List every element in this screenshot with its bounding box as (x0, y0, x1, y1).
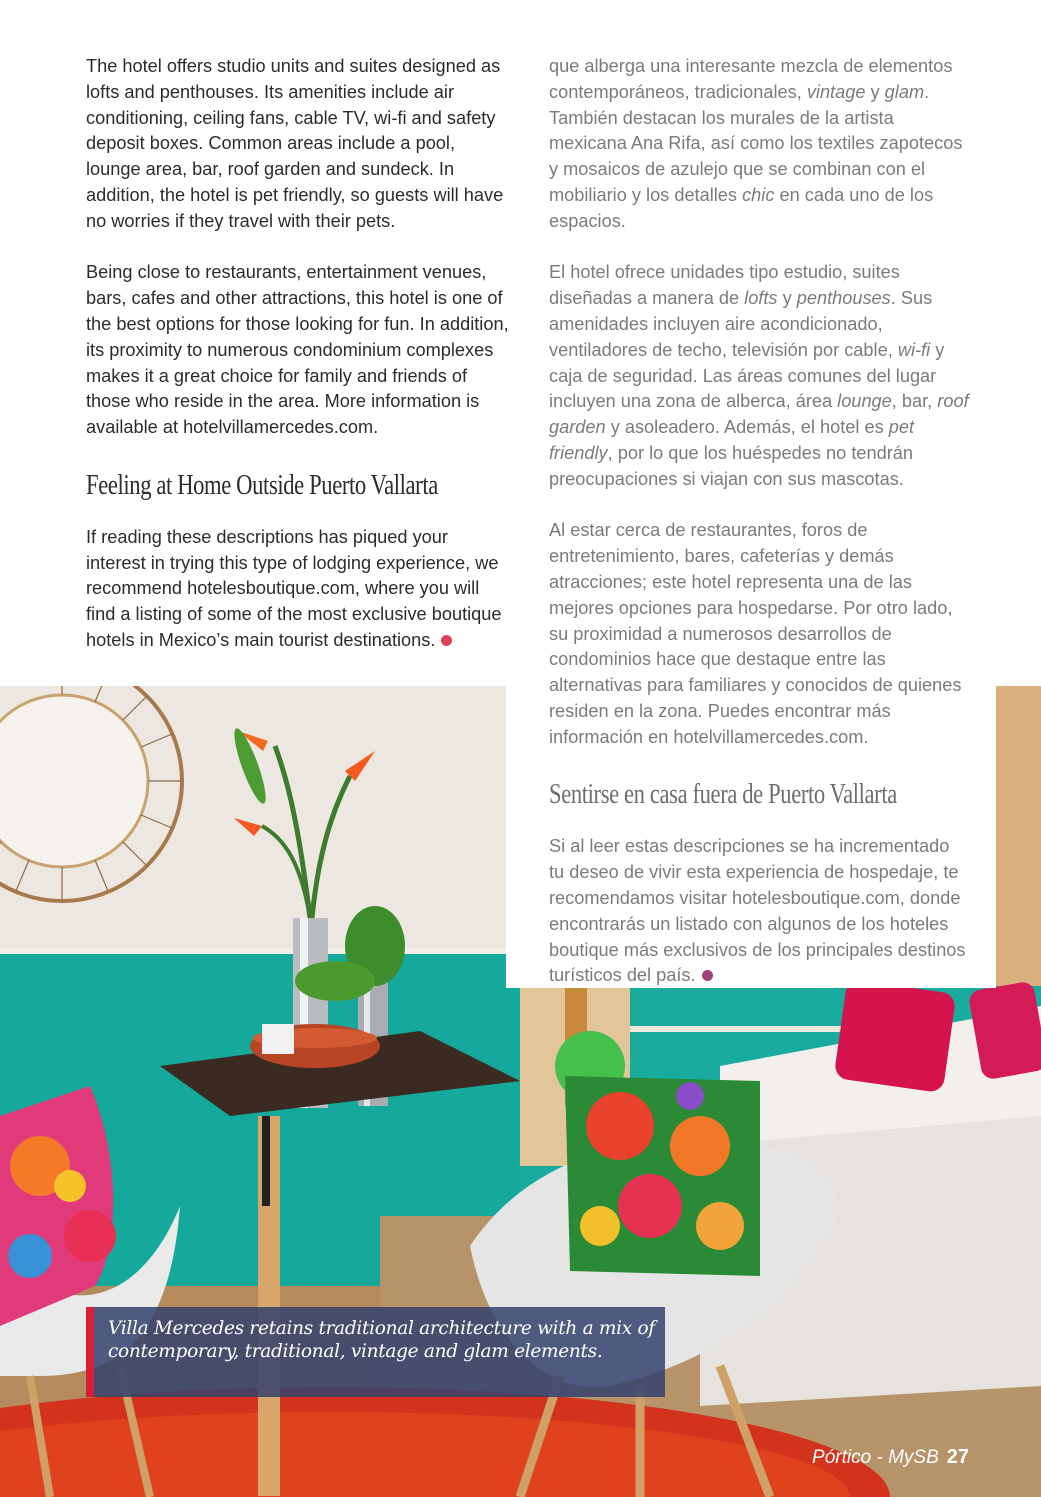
publication-name: Pórtico - MySB (812, 1447, 939, 1468)
spanish-p2-italic-pet-friendly: pet friendly (549, 417, 915, 463)
spanish-p2-italic-roof-garden: roof garden (549, 391, 969, 438)
spanish-paragraph-2 (549, 260, 969, 492)
spanish-paragraph-4 (549, 834, 969, 989)
spanish-p1-italic-vintage: vintage (806, 81, 866, 102)
english-section-heading: Feeling at Home Outside Puerto Vallarta (86, 468, 438, 501)
photo-caption (86, 1307, 665, 1397)
spanish-paragraph-4-text: Si al leer estas descripciones se ha incrementado tu deseo de vivir esta experiencia de hospedaje, te recomendamos visitar hotelesboutique.com, donde encontrarás un listado con algunos de los hoteles boutique más exclusivos de los principales destinos turísticos del país. (549, 836, 966, 986)
spanish-p1-text-c: . También destacan los murales de la artista mexicana Ana Rifa, así como los textiles zapotecos y mosaicos de azulejo que se combinan con el mobiliario y los detalles (549, 81, 963, 205)
spanish-p2-text-b: y (777, 288, 797, 309)
spanish-p2-italic-lofts: lofts (744, 288, 778, 309)
english-column (86, 54, 511, 680)
spanish-p2-text-d: y caja de seguridad. Las áreas comunes del lugar incluyen una zona de alberca, área (549, 339, 945, 412)
spanish-section-heading: Sentirse en casa fuera de Puerto Vallarta (549, 778, 897, 811)
spanish-p2-text-a: El hotel ofrece unidades tipo estudio, suites diseñadas a manera de (549, 262, 900, 309)
caption-accent-bar (86, 1307, 94, 1397)
spanish-paragraph-1 (549, 54, 969, 235)
spanish-p2-text-g: , por lo que los huéspedes no tendrán preocupaciones si viajan con sus mascotas. (549, 442, 914, 489)
english-paragraph-2: Being close to restaurants, entertainment venues, bars, cafes and other attractions, this hotel is one of the best options for those looking for fun. In addition, its proximity to numerous condominium complexes makes it a great choice for family and friends of those who reside in the area. More information is available at hotelvillamercedes.com. (86, 262, 509, 438)
spanish-p2-italic-lounge: lounge (837, 391, 892, 412)
spanish-p2-text-e: , bar, (891, 391, 938, 412)
english-paragraph-3 (86, 525, 511, 654)
page-number: 27 (946, 1446, 969, 1468)
spanish-p1-text-d: en cada uno de los espacios. (549, 184, 934, 231)
english-paragraph-3-text: If reading these descriptions has piqued your interest in trying this type of lodging experience, we recommend hotelesboutique.com, where you will find a listing of some of the most exclusive boutique hotels in Mexico’s main tourist destinations. (86, 526, 502, 650)
spanish-p1-italic-glam: glam (884, 81, 925, 102)
end-of-article-dot-icon (702, 970, 713, 981)
page-footer (812, 1446, 969, 1469)
spanish-paragraph-3: Al estar cerca de restaurantes, foros de entretenimiento, bares, cafeterías y demás atracciones; este hotel representa una de las mejores opciones para hospedarse. Por otro lado, su proximidad a numerosos desarrollos de condominios hace que destaque entre las alternativas para familiares y conocidos de quienes residen en la zona. Puedes encontrar más información en hotelvillamercedes.com. (549, 520, 962, 747)
spanish-p2-italic-penthouses: penthouses (796, 288, 891, 309)
spanish-p2-italic-wifi: wi-fi (897, 339, 931, 360)
spanish-p1-text-a: que alberga una interesante mezcla de elementos contemporáneos, tradicionales, (549, 56, 953, 102)
caption-text: Villa Mercedes retains traditional architecture with a mix of contemporary, traditional, vintage and glam elements. (108, 1318, 655, 1362)
spanish-p1-text-b: y (865, 81, 885, 102)
spanish-p2-text-c: . Sus amenidades incluyen aire acondicionado, ventiladores de techo, televisión por cable, (549, 288, 933, 360)
english-paragraph-1: The hotel offers studio units and suites designed as lofts and penthouses. Its amenities include air conditioning, ceiling fans, cable TV, wi-fi and safety deposit boxes. Common areas include a pool, lounge area, bar, roof garden and sundeck. In addition, the hotel is pet friendly, so guests will have no worries if they travel with their pets. (86, 56, 504, 231)
spanish-p1-italic-chic: chic (742, 184, 775, 205)
spanish-column (549, 54, 969, 1015)
end-of-article-dot-icon (441, 635, 452, 646)
spanish-p2-text-f: y asoleadero. Además, el hotel es (605, 417, 889, 438)
